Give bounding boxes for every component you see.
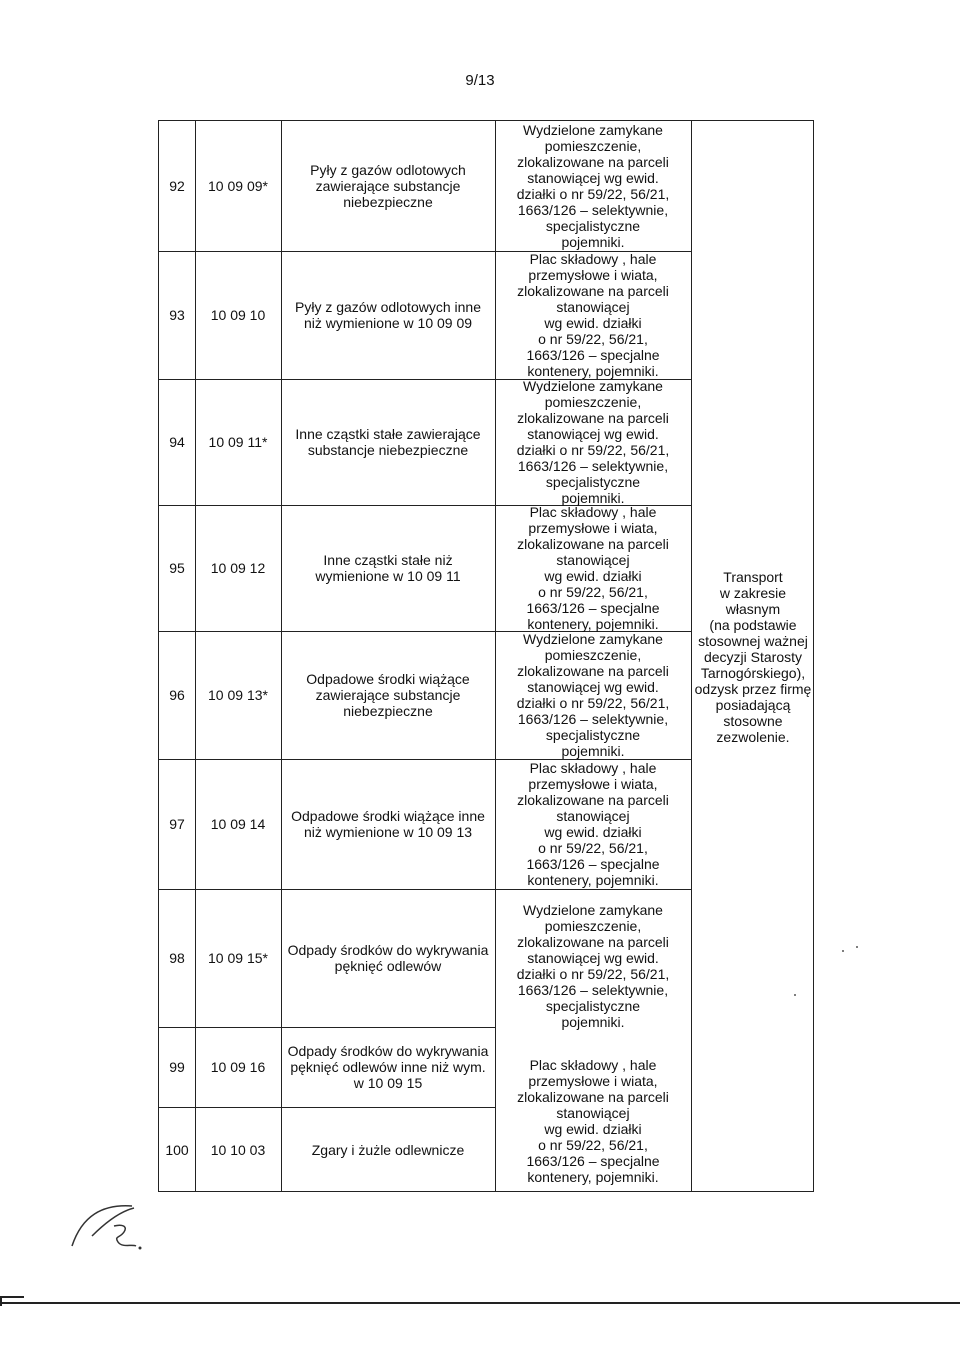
row-number: 95 bbox=[169, 560, 185, 576]
storage-description: Wydzielone zamykane pomieszczenie, zlokalizowane na parceli stanowiącej wg ewid. działki o nr 59/22, 56/21, 1663/126 – selektywnie, specjalistyczne pojemniki. bbox=[516, 378, 670, 506]
storage-description: Plac składowy , hale przemysłowe i wiata, zlokalizowane na parceli stanowiącej wg ewid. działki o nr 59/22, 56/21, 1663/126 – specjalne kontenery, pojemniki. bbox=[517, 504, 669, 632]
row-number: 93 bbox=[169, 307, 185, 323]
waste-table bbox=[158, 120, 814, 1192]
footer-rule bbox=[0, 1302, 960, 1304]
transport-description: Transport w zakresie własnym (na podstawie stosownej ważnej decyzji Starosty Tarnogórskiego), odzysk przez firmę posiadającą stosowne zezwolenie. bbox=[694, 569, 812, 745]
storage-description: Plac składowy , hale przemysłowe i wiata, zlokalizowane na parceli stanowiącej wg ewid. działki o nr 59/22, 56/21, 1663/126 – specjalne kontenery, pojemniki. bbox=[517, 251, 669, 379]
storage-description: Wydzielone zamykane pomieszczenie, zlokalizowane na parceli stanowiącej wg ewid. działki o nr 59/22, 56/21, 1663/126 – selektywnie, specjalistyczne pojemniki. bbox=[516, 902, 670, 1030]
row-number: 97 bbox=[169, 816, 185, 832]
storage-description: Wydzielone zamykane pomieszczenie, zlokalizowane na parceli stanowiącej wg ewid. działki o nr 59/22, 56/21, 1663/126 – selektywnie, specjalistyczne pojemniki. bbox=[516, 122, 670, 250]
waste-name: Pyły z gazów odlotowych inne niż wymienione w 10 09 09 bbox=[295, 299, 481, 331]
waste-code: 10 09 09* bbox=[208, 178, 268, 194]
waste-code: 10 09 15* bbox=[208, 950, 268, 966]
row-number: 99 bbox=[169, 1059, 185, 1075]
row-number: 92 bbox=[169, 178, 185, 194]
scan-mark bbox=[842, 950, 844, 952]
scan-mark bbox=[856, 946, 858, 948]
row-number: 100 bbox=[165, 1142, 189, 1158]
waste-name: Inne cząstki stałe niż wymienione w 10 09 11 bbox=[315, 552, 461, 584]
storage-description: Plac składowy , hale przemysłowe i wiata, zlokalizowane na parceli stanowiącej wg ewid. działki o nr 59/22, 56/21, 1663/126 – specjalne kontenery, pojemniki. bbox=[517, 760, 669, 888]
waste-name: Zgary i żużle odlewnicze bbox=[311, 1142, 465, 1158]
waste-name: Odpadowe środki wiążące inne niż wymienione w 10 09 13 bbox=[291, 808, 485, 840]
waste-code: 10 09 16 bbox=[210, 1059, 266, 1075]
waste-code: 10 09 10 bbox=[210, 307, 266, 323]
waste-code: 10 10 03 bbox=[210, 1142, 266, 1158]
waste-name: Odpady środków do wykrywania pęknięć odlewów bbox=[287, 942, 489, 974]
signature bbox=[62, 1196, 152, 1256]
row-number: 96 bbox=[169, 687, 185, 703]
footer-tick bbox=[0, 1296, 24, 1306]
page-number: 9/13 bbox=[465, 72, 495, 89]
waste-code: 10 09 13* bbox=[208, 687, 268, 703]
waste-name: Inne cząstki stałe zawierające substancje niebezpieczne bbox=[295, 426, 481, 458]
row-number: 98 bbox=[169, 950, 185, 966]
waste-code: 10 09 11* bbox=[208, 434, 268, 450]
waste-name: Odpady środków do wykrywania pęknięć odlewów inne niż wym. w 10 09 15 bbox=[287, 1043, 489, 1091]
waste-code: 10 09 14 bbox=[210, 816, 266, 832]
waste-name: Odpadowe środki wiążące zawierające substancje niebezpieczne bbox=[306, 671, 470, 719]
waste-code: 10 09 12 bbox=[210, 560, 266, 576]
row-number: 94 bbox=[169, 434, 185, 450]
storage-description: Plac składowy , hale przemysłowe i wiata, zlokalizowane na parceli stanowiącej wg ewid. działki o nr 59/22, 56/21, 1663/126 – specjalne kontenery, pojemniki. bbox=[517, 1057, 669, 1185]
waste-name: Pyły z gazów odlotowych zawierające substancje niebezpieczne bbox=[310, 162, 466, 210]
storage-description: Wydzielone zamykane pomieszczenie, zlokalizowane na parceli stanowiącej wg ewid. działki o nr 59/22, 56/21, 1663/126 – selektywnie, specjalistyczne pojemniki. bbox=[516, 631, 670, 759]
scan-mark bbox=[794, 994, 796, 996]
